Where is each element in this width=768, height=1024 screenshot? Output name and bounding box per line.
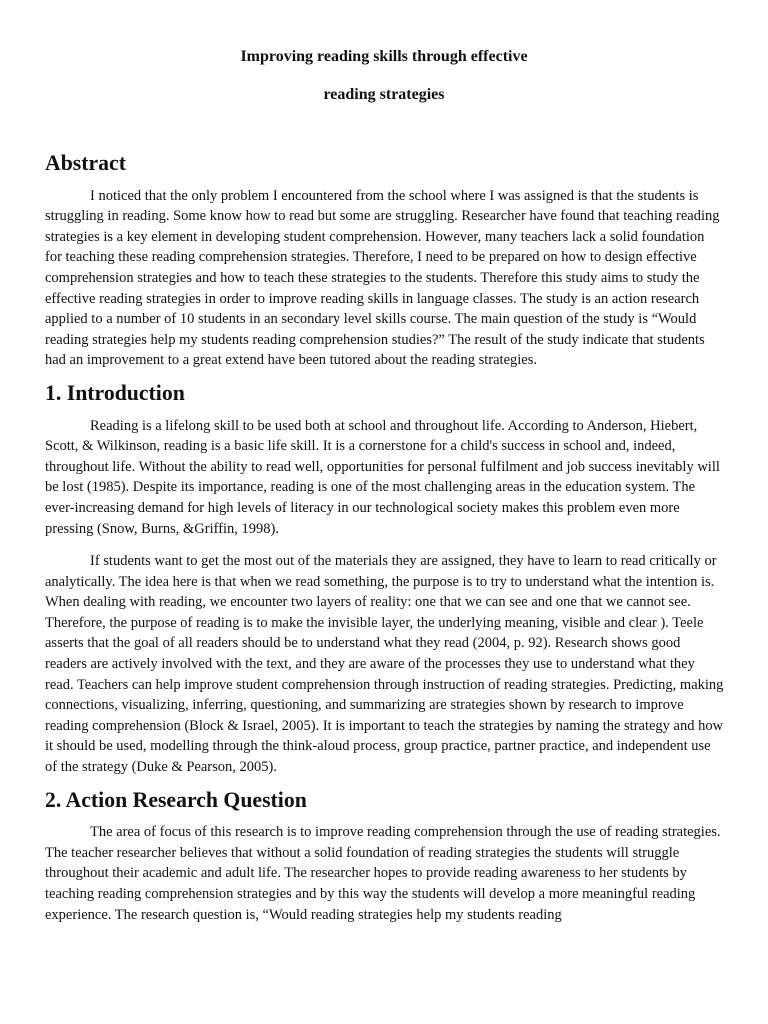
abstract-heading: Abstract	[45, 151, 126, 175]
paper-body	[45, 153, 724, 937]
research-question-heading: 2. Action Research Question	[45, 787, 307, 812]
introduction-section	[45, 380, 724, 778]
abstract-section	[45, 153, 724, 371]
introduction-paragraph-1: Reading is a lifelong skill to be used both at school and throughout life. According to Anderson, Hiebert, Scott, & Wilkinson, reading is a basic life skill. It is a cornerstone for a child's success in school and, indeed, throughout life. Without the ability to read well, opportunities for personal fulfilment and job success inevitably will be lost (1985). Despite its importance, reading is one of the most challenging areas in the education system. The ever-increasing demand for high levels of literacy in our technological society makes this problem even more pressing (Snow, Burns, &Griffin, 1998).	[45, 417, 720, 537]
research-question-section	[45, 787, 724, 926]
paper-title-line-2: reading strategies	[323, 86, 445, 103]
introduction-paragraph-2: If students want to get the most out of the materials they are assigned, they have to learn to read critically or analytically. The idea here is that when we read something, the purpose is to try to understand what the intention is. When dealing with reading, we encounter two layers of reality: one that we can see and one that we cannot see. Therefore, the purpose of reading is to make the invisible layer, the underlying meaning, visible and clear ). Teele asserts that the goal of all readers should be to understand what they read (2004, p. 92). Research shows good readers are actively involved with the text, and they are aware of the processes they use to understand what they read. Teachers can help improve student comprehension through instruction of reading strategies. Predicting, making connections, visualizing, inferring, questioning, and summarizing are strategies shown by research to improve reading comprehension (Block & Israel, 2005). It is important to teach the strategies by naming the strategy and how it should be used, modelling through the think-aloud process, group practice, partner practice, and independent use of the strategy (Duke & Pearson, 2005).	[45, 553, 724, 776]
introduction-heading: 1. Introduction	[45, 380, 185, 405]
paper-title-line-1: Improving reading skills through effective	[240, 48, 528, 65]
abstract-paragraph: I noticed that the only problem I encountered from the school where I was assigned is that the students is struggling in reading. Some know how to read but some are struggling. Researcher have found that teaching reading strategies is a key element in developing student comprehension. However, many teachers lack a solid foundation for teaching these reading comprehension strategies. Therefore, I need to be prepared on how to design effective comprehension strategies and how to teach these strategies to the students. Therefore this study aims to study the effective reading strategies in order to improve reading skills in language classes. The study is an action research applied to a number of 10 students in an secondary level skills course. The main question of the study is “Would reading strategies help my students reading comprehension studies?” The result of the study indicate that students had an improvement to a great extend have been tutored about the reading strategies.	[45, 187, 720, 369]
research-question-paragraph: The area of focus of this research is to improve reading comprehension through the use of reading strategies. The teacher researcher believes that without a solid foundation of reading strategies the students will struggle throughout their academic and adult life. The researcher hopes to provide reading awareness to her students by teaching reading comprehension strategies and by this way the students will develop a more meaningful reading experience. The research question is, “Would reading strategies help my students reading	[45, 824, 721, 923]
